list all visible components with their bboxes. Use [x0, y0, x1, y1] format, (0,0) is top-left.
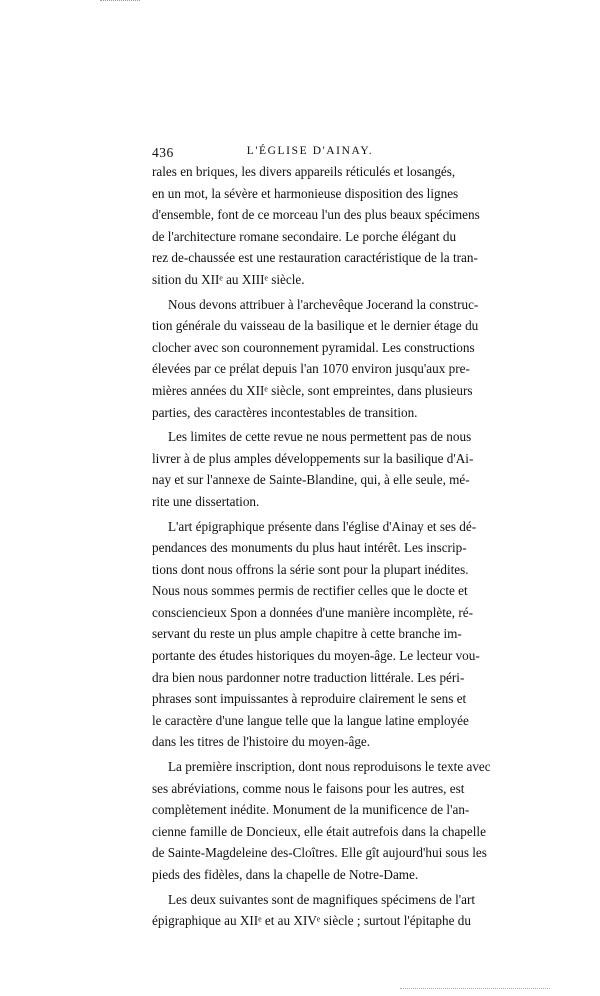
paragraph-4 [152, 516, 480, 754]
text-line: clocher avec son couronnement pyramidal. Les constructions [152, 339, 475, 355]
text-line: cienne famille de Doncieux, elle était autrefois dans la chapelle [152, 823, 486, 839]
text-line: le caractère d'une langue telle que la langue latine employée [152, 712, 469, 728]
text-line: pendances des monuments du plus haut intérêt. Les inscrip- [152, 540, 467, 556]
paragraph-1 [152, 161, 480, 291]
text-line: rite une dissertation. [152, 493, 260, 509]
text-line: Nous nous sommes permis de rectifier celles que le docte et [152, 583, 468, 599]
paragraph-6 [152, 889, 476, 932]
text-line: mières années du XIIᵉ siècle, sont empreintes, dans plusieurs [152, 382, 473, 398]
text-line: phrases sont impuissantes à reproduire clairement le sens et [152, 691, 467, 707]
text-line: de Sainte-Magdeleine des-Cloîtres. Elle gît aujourd'hui sous les [152, 845, 487, 861]
text-line: épigraphique au XIIᵉ et au XIVᵉ siècle ; surtout l'épitaphe du [152, 913, 471, 929]
text-line: nay et sur l'annexe de Sainte-Blandine, qui, à elle seule, mé- [152, 472, 470, 488]
text-line: de l'architecture romane secondaire. Le porche élégant du [152, 228, 457, 244]
page-number: 436 [152, 145, 174, 160]
body-text [152, 161, 491, 932]
text-line: Les deux suivantes sont de magnifiques spécimens de l'art [168, 891, 476, 907]
text-line: pieds des fidèles, dans la chapelle de Notre-Dame. [152, 867, 419, 882]
text-line: tions dont nous offrons la série sont pour la plupart inédites. [152, 561, 469, 577]
text-line: consciencieux Spon a données d'une manière incomplète, ré- [152, 604, 473, 620]
text-line: La première inscription, dont nous reproduisons le texte avec [168, 759, 491, 775]
text-line: servant du reste un plus ample chapitre à cette branche im- [152, 626, 462, 642]
text-line: dans les titres de l'histoire du moyen-âge. [152, 734, 371, 750]
text-line: rez de-chaussée est une restauration caractéristique de la tran- [152, 250, 478, 266]
text-line: tion générale du vaisseau de la basilique et le dernier étage du [152, 318, 479, 334]
text-line: livrer à de plus amples développements sur la basilique d'Ai- [152, 450, 474, 466]
running-title: L'ÉGLISE D'AINAY. [246, 145, 374, 157]
text-line: ses abréviations, comme nous le faisons pour les autres, est [152, 780, 465, 796]
text-line: portante des études historiques du moyen-âge. Le lecteur vou- [152, 648, 480, 664]
text-line: Nous devons attribuer à l'archevêque Jocerand la construc- [168, 296, 479, 312]
text-line: en un mot, la sévère et harmonieuse disposition des lignes [152, 185, 459, 201]
text-line: Les limites de cette revue ne nous permettent pas de nous [168, 429, 472, 445]
text-line: d'ensemble, font de ce morceau l'un des plus beaux spécimens [152, 207, 480, 223]
text-line: L'art épigraphique présente dans l'église d'Ainay et ses dé- [168, 518, 477, 534]
top-edge-marks [100, 0, 140, 4]
text-line: rales en briques, les divers appareils réticulés et losangés, [152, 164, 456, 179]
text-line: parties, des caractères incontestables de transition. [152, 404, 418, 420]
text-line: dra bien nous pardonner notre traduction littérale. Les péri- [152, 669, 465, 685]
paragraph-2 [152, 294, 479, 424]
text-line: élevées par ce prélat depuis l'an 1070 environ jusqu'aux pre- [152, 361, 470, 377]
text-line: sition du XIIᵉ au XIIIᵉ siècle. [152, 271, 305, 287]
bottom-edge-marks [400, 988, 550, 991]
text-line: complètement inédite. Monument de la munificence de l'an- [152, 802, 470, 818]
paragraph-5 [152, 756, 491, 886]
paragraph-3 [152, 426, 474, 512]
